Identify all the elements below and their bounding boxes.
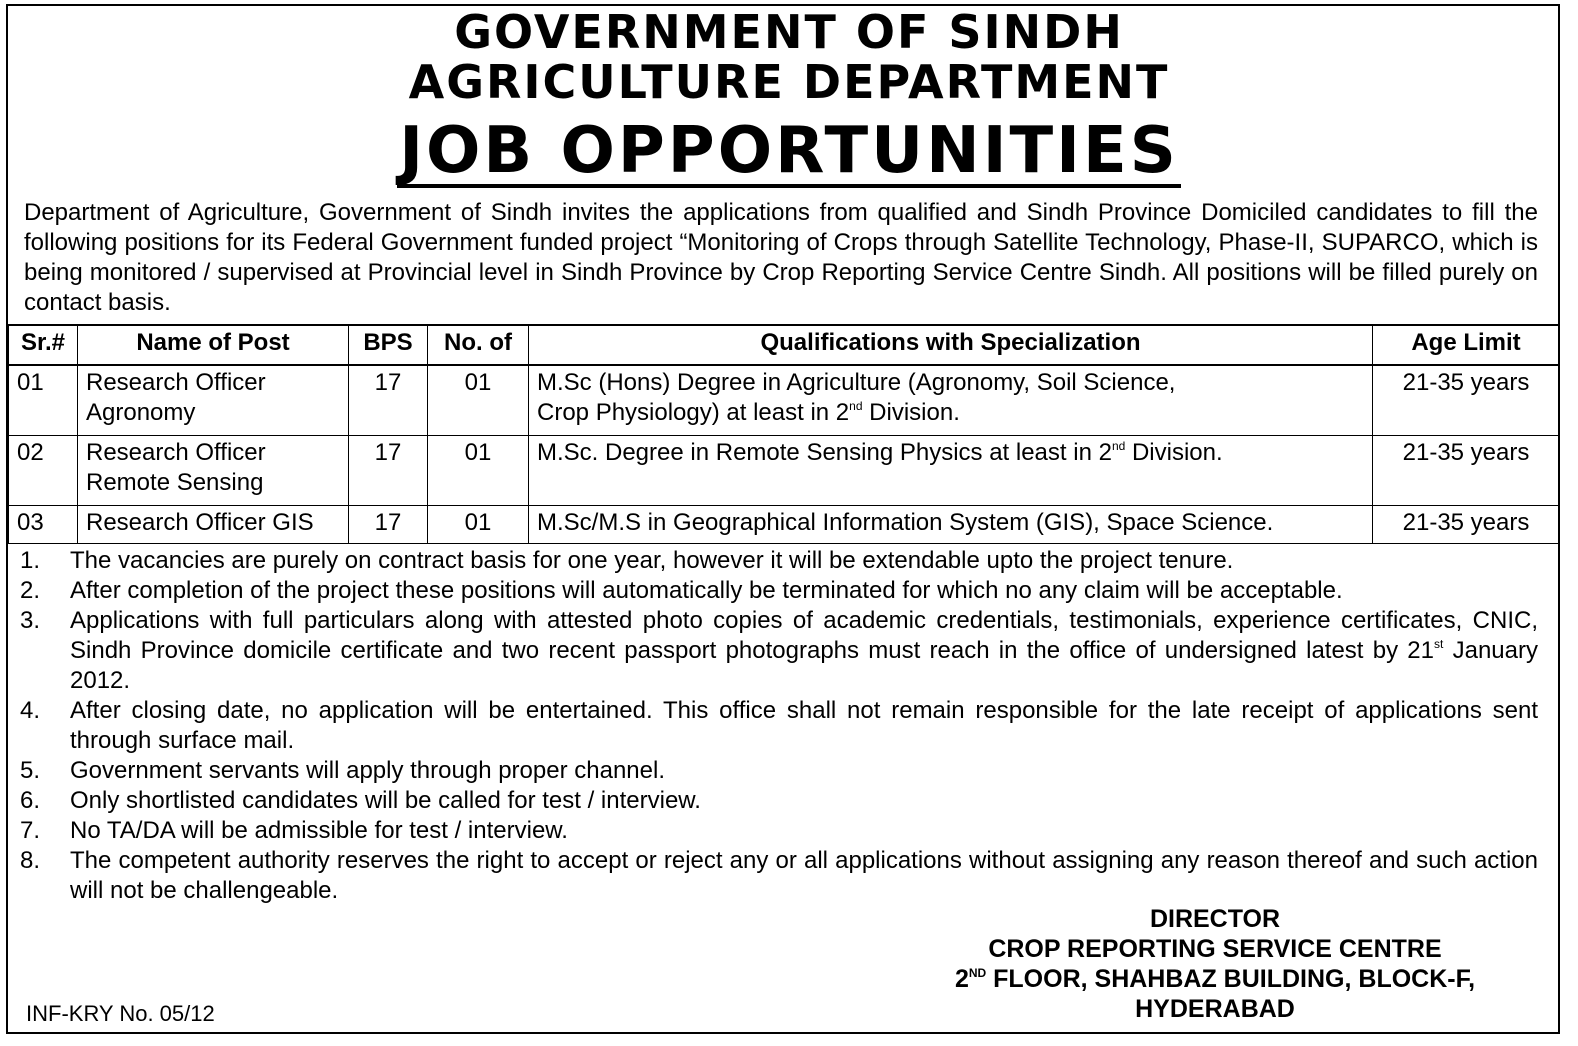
qualification-line: M.Sc (Hons) Degree in Agriculture (Agronomy, Soil Science,: [537, 369, 1176, 396]
item-number: 3.: [20, 607, 41, 634]
list-item: [20, 786, 1538, 816]
row-count: 01: [428, 435, 529, 505]
intro-paragraph: Department of Agriculture, Government of Sindh invites the applications from qualified and Sindh Province Domiciled candidates to fill the following positions for its Federal Government funded project “Monitoring of Crops through Satellite Technology, Phase-II, SUPARCO, which is being monitored / supervised at Provincial level in Sindh Province by Crop Reporting Service Centre Sindh. All positions will be filled purely on contact basis.: [24, 199, 1538, 316]
list-item: [20, 576, 1538, 606]
list-item: [20, 756, 1538, 786]
header-qualifications: Qualifications with Specialization: [529, 325, 1373, 365]
qualification-text: M.Sc. Degree in Remote Sensing Physics at least in 2: [537, 438, 1112, 466]
signatory-office: CROP REPORTING SERVICE CENTRE: [988, 935, 1442, 963]
row-post-name: [78, 365, 349, 435]
item-text: No TA/DA will be admissible for test / interview.: [70, 817, 568, 844]
post-name-line: Remote Sensing: [86, 468, 264, 496]
floor-number: 2: [954, 965, 969, 993]
table-row: [9, 505, 1560, 543]
qualification-text: Division.: [862, 399, 960, 426]
headline-text: JOB OPPORTUNITIES: [399, 114, 1179, 188]
row-sr: 02: [9, 435, 78, 505]
item-number: 5.: [20, 757, 41, 784]
row-age-limit: 21-35 years: [1373, 435, 1560, 505]
row-qualification: [529, 365, 1373, 435]
ordinal-suffix: nd: [1111, 438, 1126, 453]
item-number: 8.: [20, 847, 41, 874]
row-sr: 03: [9, 505, 78, 543]
department-heading: AGRICULTURE DEPARTMENT: [408, 55, 1170, 109]
item-number: 6.: [20, 787, 41, 814]
signatory-title: DIRECTOR: [1149, 905, 1281, 933]
ordinal-suffix: ND: [968, 966, 987, 980]
item-text-part: January 2012.: [70, 637, 1538, 694]
qualification-text: Crop Physiology) at least in 2: [537, 399, 850, 426]
list-item: [20, 606, 1538, 696]
qualification-line: [537, 398, 1364, 428]
list-item: [20, 546, 1538, 576]
list-item: [20, 846, 1538, 906]
item-text-part: Applications with full particulars along with attested photo copies of academic credentials, testimonials, experience certificates, CNIC, Sindh Province domicile certificate and two recent passport photographs must reach in the office of undersigned latest by 21: [70, 607, 1538, 664]
row-sr: 01: [9, 365, 78, 435]
table-row: [9, 435, 1560, 505]
qualification-text: Division.: [1125, 438, 1223, 466]
conditions-list: [20, 546, 1538, 906]
signatory-address: [880, 964, 1550, 994]
item-text: Only shortlisted candidates will be called for test / interview.: [70, 787, 701, 814]
row-age-limit: 21-35 years: [1373, 365, 1560, 435]
header-age-limit: Age Limit: [1373, 325, 1560, 365]
signature-block: [880, 904, 1550, 1024]
row-qualification: M.Sc/M.S in Geographical Information System (GIS), Space Science.: [529, 505, 1373, 543]
header-bps: BPS: [349, 325, 428, 365]
post-name-line: Research Officer: [86, 369, 266, 396]
row-count: 01: [428, 505, 529, 543]
header-no-of: No. of: [428, 325, 529, 365]
post-name-line: Agronomy: [86, 399, 196, 426]
positions-table: [8, 324, 1560, 544]
headline: [0, 114, 1578, 188]
item-text: [70, 606, 1538, 696]
header-name-of-post: Name of Post: [78, 325, 349, 365]
signatory-city: HYDERABAD: [1135, 995, 1295, 1023]
row-post-name: [78, 435, 349, 505]
item-number: 1.: [20, 547, 41, 574]
row-qualification: [529, 435, 1373, 505]
row-post-name: Research Officer GIS: [78, 505, 349, 543]
row-bps: 17: [349, 505, 428, 543]
list-item: [20, 816, 1538, 846]
list-item: [20, 696, 1538, 756]
header-sr: Sr.#: [9, 325, 78, 365]
item-number: 4.: [20, 697, 41, 724]
row-bps: 17: [349, 435, 428, 505]
item-number: 7.: [20, 817, 41, 844]
item-text: After closing date, no application will be entertained. This office shall not remain responsible for the late receipt of applications sent through surface mail.: [70, 697, 1538, 754]
row-count: 01: [428, 365, 529, 435]
address-text: FLOOR, SHAHBAZ BUILDING, BLOCK-F,: [986, 965, 1476, 993]
table-row: [9, 365, 1560, 435]
item-text: The vacancies are purely on contract basis for one year, however it will be extendable upto the project tenure.: [70, 547, 1234, 574]
row-age-limit: 21-35 years: [1373, 505, 1560, 543]
government-heading: GOVERNMENT OF SINDH: [454, 5, 1124, 59]
post-name-line: Research Officer: [86, 438, 266, 466]
item-text: After completion of the project these positions will automatically be terminated for which no any claim will be acceptable.: [70, 577, 1343, 604]
ordinal-suffix: nd: [849, 399, 863, 413]
reference-number: INF-KRY No. 05/12: [26, 1001, 215, 1026]
table-header-row: [9, 325, 1560, 365]
ordinal-suffix: st: [1434, 637, 1444, 651]
row-bps: 17: [349, 365, 428, 435]
item-text: Government servants will apply through proper channel.: [70, 757, 665, 784]
item-number: 2.: [20, 577, 41, 604]
item-text: The competent authority reserves the right to accept or reject any or all applications without assigning any reason thereof and such action will not be challengeable.: [70, 847, 1538, 904]
